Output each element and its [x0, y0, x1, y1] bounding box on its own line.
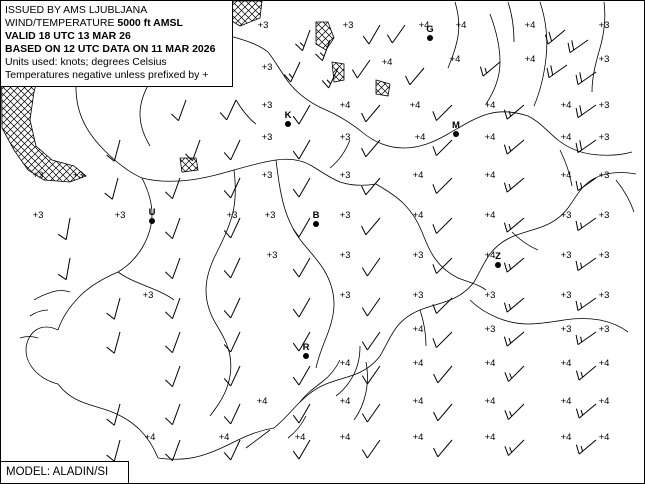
temperature-label: +4: [339, 358, 351, 369]
wind-barb: [293, 258, 310, 277]
temperature-label: +4: [560, 132, 572, 143]
temperature-label: +3: [598, 170, 610, 181]
temperature-label: +4: [339, 432, 351, 443]
temperature-label: +3: [342, 20, 354, 31]
wind-barb: [165, 298, 180, 319]
wind-barb: [362, 140, 380, 157]
wind-barb: [220, 100, 236, 120]
wind-barb: [171, 100, 186, 121]
temperature-label: +4: [381, 57, 393, 68]
temperature-label: +4: [484, 432, 496, 443]
temperature-label: +4: [412, 358, 424, 369]
wind-barb: [58, 218, 70, 240]
wind-barb: [433, 298, 452, 314]
wind-barb: [165, 332, 180, 353]
temperature-label: +3: [257, 20, 269, 31]
temperature-label: +4: [418, 20, 430, 31]
chart-legend-box: [1, 1, 233, 87]
wind-barb: [576, 105, 596, 118]
wind-barb: [284, 62, 300, 82]
wind-barb: [362, 404, 380, 422]
wind-barb: [107, 404, 120, 425]
city-marker: [452, 120, 460, 137]
temperature-label: +4: [560, 432, 572, 443]
wind-barb: [576, 298, 596, 311]
temperature-label: +3: [598, 324, 610, 335]
wind-barb: [224, 298, 240, 318]
temperature-label: +3: [598, 20, 610, 31]
temperature-label: +4: [218, 432, 230, 443]
wind-barb: [576, 332, 596, 345]
temperature-label: +3: [484, 324, 496, 335]
temperature-label: +4: [339, 100, 351, 111]
wind-barb: [107, 298, 120, 319]
wind-barb: [504, 178, 524, 192]
wind-barb: [504, 258, 524, 272]
temperature-label: +4: [484, 396, 496, 407]
wind-barb: [322, 68, 338, 88]
wind-barb: [433, 140, 452, 156]
wind-barb: [224, 404, 240, 424]
wind-barb: [295, 30, 310, 51]
wind-barb: [293, 298, 310, 317]
legend-parameter-text: WIND/TEMPERATURE: [5, 17, 118, 29]
temperature-label: +4: [294, 432, 306, 443]
city-label: R: [302, 342, 310, 353]
temperature-label: +3: [32, 170, 44, 181]
wind-barb: [433, 178, 452, 194]
temperature-label: +3: [261, 132, 273, 143]
wind-barb: [568, 40, 588, 53]
wind-barb: [505, 404, 524, 420]
temperature-label: +3: [412, 290, 424, 301]
temperature-label: +3: [560, 324, 572, 335]
wind-barb: [406, 68, 424, 85]
wind-barb: [165, 404, 180, 425]
wind-barb: [433, 258, 452, 274]
wind-barb: [362, 258, 380, 276]
city-marker: [303, 342, 310, 359]
legend-parameter: [5, 17, 228, 30]
model-label-box: [1, 461, 129, 483]
legend-issuer: ISSUED BY AMS LJUBLJANA: [5, 4, 148, 16]
wind-barb: [165, 218, 180, 239]
wind-barb: [545, 30, 565, 44]
city-label: Z: [495, 251, 501, 262]
temperature-label: +3: [266, 250, 278, 261]
wind-barb: [293, 105, 310, 124]
wind-barb: [224, 366, 240, 386]
wind-barb: [107, 140, 120, 161]
city-label: K: [284, 110, 292, 121]
wind-barb: [165, 178, 180, 199]
wind-barb: [105, 178, 118, 199]
temperature-label: +4: [484, 358, 496, 369]
temperature-label: +3: [598, 54, 610, 65]
wind-barb: [165, 440, 180, 461]
wind-barb: [504, 140, 524, 154]
temperature-label: +4: [484, 250, 496, 261]
temperature-label: +3: [598, 132, 610, 143]
city-label: U: [148, 207, 156, 218]
wind-barb: [576, 258, 596, 271]
temperature-label: +3: [226, 210, 238, 221]
temperature-label: +4: [144, 432, 156, 443]
wind-barb: [433, 332, 452, 348]
temperature-label: +4: [412, 324, 424, 335]
temperature-label: +4: [412, 432, 424, 443]
wind-barb: [293, 404, 310, 423]
legend-level: 5000 ft AMSL: [117, 17, 183, 29]
wind-barb: [434, 366, 452, 383]
wind-barb: [224, 178, 240, 198]
temperature-label: +4: [598, 358, 610, 369]
wind-barb: [224, 258, 240, 278]
temperature-label: +3: [72, 170, 84, 181]
legend-units: Units used: knots; degrees Celsius: [5, 56, 167, 68]
temperature-label: +4: [484, 132, 496, 143]
wind-barb: [434, 440, 452, 457]
wind-barb: [362, 332, 380, 350]
wind-barb: [433, 105, 452, 121]
temperature-label: +4: [560, 396, 572, 407]
temperature-label: +3: [114, 210, 126, 221]
wind-barb: [362, 218, 380, 235]
temperature-label: +3: [598, 210, 610, 221]
wind-barb: [504, 298, 524, 312]
wind-barb: [504, 105, 524, 119]
wind-barb: [433, 218, 452, 234]
temperature-label: +3: [142, 290, 154, 301]
temperature-label: +4: [484, 170, 496, 181]
legend-base-data: BASED ON 12 UTC DATA ON 11 MAR 2026: [5, 43, 216, 55]
wind-barb: [107, 440, 120, 461]
city-marker: [149, 207, 156, 224]
temperature-label: +3: [339, 290, 351, 301]
temperature-label: +3: [261, 62, 273, 73]
temperature-label: +3: [264, 210, 276, 221]
legend-temp-note: Temperatures negative unless prefixed by +: [5, 69, 209, 81]
wind-barb: [362, 105, 380, 122]
wind-barb: [362, 298, 380, 316]
wind-barb: [362, 178, 380, 195]
temperature-label: +3: [339, 210, 351, 221]
temperature-label: +3: [560, 290, 572, 301]
wind-barb: [576, 404, 596, 418]
temperature-label: +4: [412, 170, 424, 181]
wind-barb: [185, 140, 200, 161]
temperature-label: +4: [256, 396, 268, 407]
city-label: B: [312, 210, 320, 221]
temperature-label: +4: [598, 432, 610, 443]
temperature-label: +3: [560, 210, 572, 221]
wind-barb: [293, 140, 310, 159]
temperature-label: +4: [484, 210, 496, 221]
wind-barb: [576, 178, 596, 191]
temperature-label: +3: [261, 170, 273, 181]
wind-barb: [293, 366, 310, 385]
wind-barb: [362, 440, 380, 458]
temperature-label: +3: [32, 210, 44, 221]
wind-barb: [505, 366, 524, 382]
wind-barb: [505, 440, 524, 456]
temperature-label: +3: [484, 290, 496, 301]
temperature-label: +3: [598, 250, 610, 261]
wind-barb: [576, 440, 596, 454]
city-label: M: [452, 120, 460, 131]
city-marker: [426, 24, 433, 41]
wind-barb: [293, 178, 310, 197]
wind-barb: [434, 404, 452, 421]
wind-barb: [363, 25, 380, 44]
temperature-label: +4: [560, 358, 572, 369]
wind-barb: [576, 218, 596, 231]
wind-barb: [224, 140, 240, 160]
wind-barb: [480, 62, 500, 76]
wind-barb: [362, 366, 380, 384]
temperature-label: +4: [524, 54, 536, 65]
wind-barb: [293, 218, 310, 237]
temperature-label: +4: [412, 396, 424, 407]
wind-barb: [547, 65, 567, 78]
wind-barb: [352, 60, 370, 78]
temperature-label: +4: [560, 170, 572, 181]
temperature-label: +3: [339, 250, 351, 261]
wind-barb: [576, 366, 596, 380]
temperature-label: +4: [455, 20, 467, 31]
temperature-label: +4: [598, 396, 610, 407]
wind-barb: [58, 258, 70, 280]
temperature-label: +4: [412, 210, 424, 221]
temperature-label: +3: [339, 132, 351, 143]
wind-barb: [387, 25, 405, 43]
temperature-label: +4: [449, 54, 461, 65]
wind-barb: [504, 218, 524, 232]
wind-barb: [224, 332, 240, 352]
city-marker: [495, 251, 501, 268]
wind-barb: [576, 140, 596, 153]
wind-barb: [576, 72, 596, 85]
city-marker: [313, 210, 320, 227]
temperature-label: +3: [598, 290, 610, 301]
city-marker: [285, 110, 292, 127]
temperature-label: +3: [339, 170, 351, 181]
wind-barb: [107, 332, 120, 353]
wind-barb: [165, 366, 180, 387]
temperature-label: +3: [412, 250, 424, 261]
temperature-label: +4: [484, 100, 496, 111]
temperature-label: +3: [261, 100, 273, 111]
wind-barb: [315, 40, 330, 61]
temperature-label: +4: [414, 132, 426, 143]
city-label: G: [426, 24, 434, 35]
wind-barb: [165, 258, 180, 279]
temperature-label: +4: [339, 396, 351, 407]
temperature-label: +4: [560, 100, 572, 111]
wind-barb: [504, 332, 524, 346]
temperature-label: +4: [409, 100, 421, 111]
legend-valid-time: VALID 18 UTC 13 MAR 26: [5, 30, 131, 42]
temperature-label: +3: [560, 250, 572, 261]
temperature-label: +4: [524, 20, 536, 31]
model-label: MODEL: ALADIN/SI: [6, 466, 109, 478]
temperature-label: +3: [598, 100, 610, 111]
